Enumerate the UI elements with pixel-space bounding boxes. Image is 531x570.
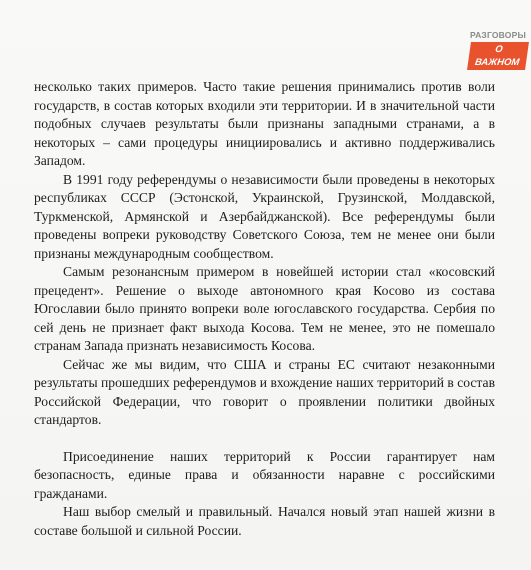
logo-text-top: РАЗГОВОРЫ (469, 30, 527, 40)
paragraph-3: Самым резонансным примером в новейшей истории стал «косовский прецедент». Решение о выходе автономного края Косово из состава Югославии было принято вопреки воле югославского государства. Сербия по сей день не признает факт выхода Косова. Тем не менее, это не помешало странам Запада признать независимость Косова. (34, 264, 495, 353)
paragraph-5: Присоединение наших территорий к России гарантирует нам безопасность, единые права и обязанности наравне с российскими гражданами. (34, 448, 495, 501)
paragraph-1: несколько таких примеров. Часто такие решения принимались против воли государств, в состав которых входили эти территории. И в значительной части подобных случаев результаты были признаны западными странами, а в некоторых – сами процедуры инициировались и активно поддерживались Западом. (34, 79, 495, 168)
paragraph-6: Наш выбор смелый и правильный. Начался новый этап нашей жизни в составе большой и сильной России. (34, 504, 495, 538)
logo (469, 30, 527, 68)
document-body (34, 78, 495, 540)
paragraph-2: В 1991 году референдумы о независимости были проведены в некоторых республиках СССР (Эстонской, Украинской, Грузинской, Молдавской, Туркменской, Армянской и Азербайджанской). Все референдумы были проведены вопреки руководству Советского Союза, тем не менее они были признаны международным сообществом. (34, 171, 495, 261)
paragraph-4: Сейчас же мы видим, что США и страны ЕС считают незаконными результаты прошедших референдумов и вхождение наших территорий в состав Российской Федерации, что говорит о проявлении политики двойных стандартов. (34, 356, 495, 427)
paragraph-gap (34, 430, 495, 448)
logo-text-bottom: О ВАЖНОМ (467, 42, 529, 70)
